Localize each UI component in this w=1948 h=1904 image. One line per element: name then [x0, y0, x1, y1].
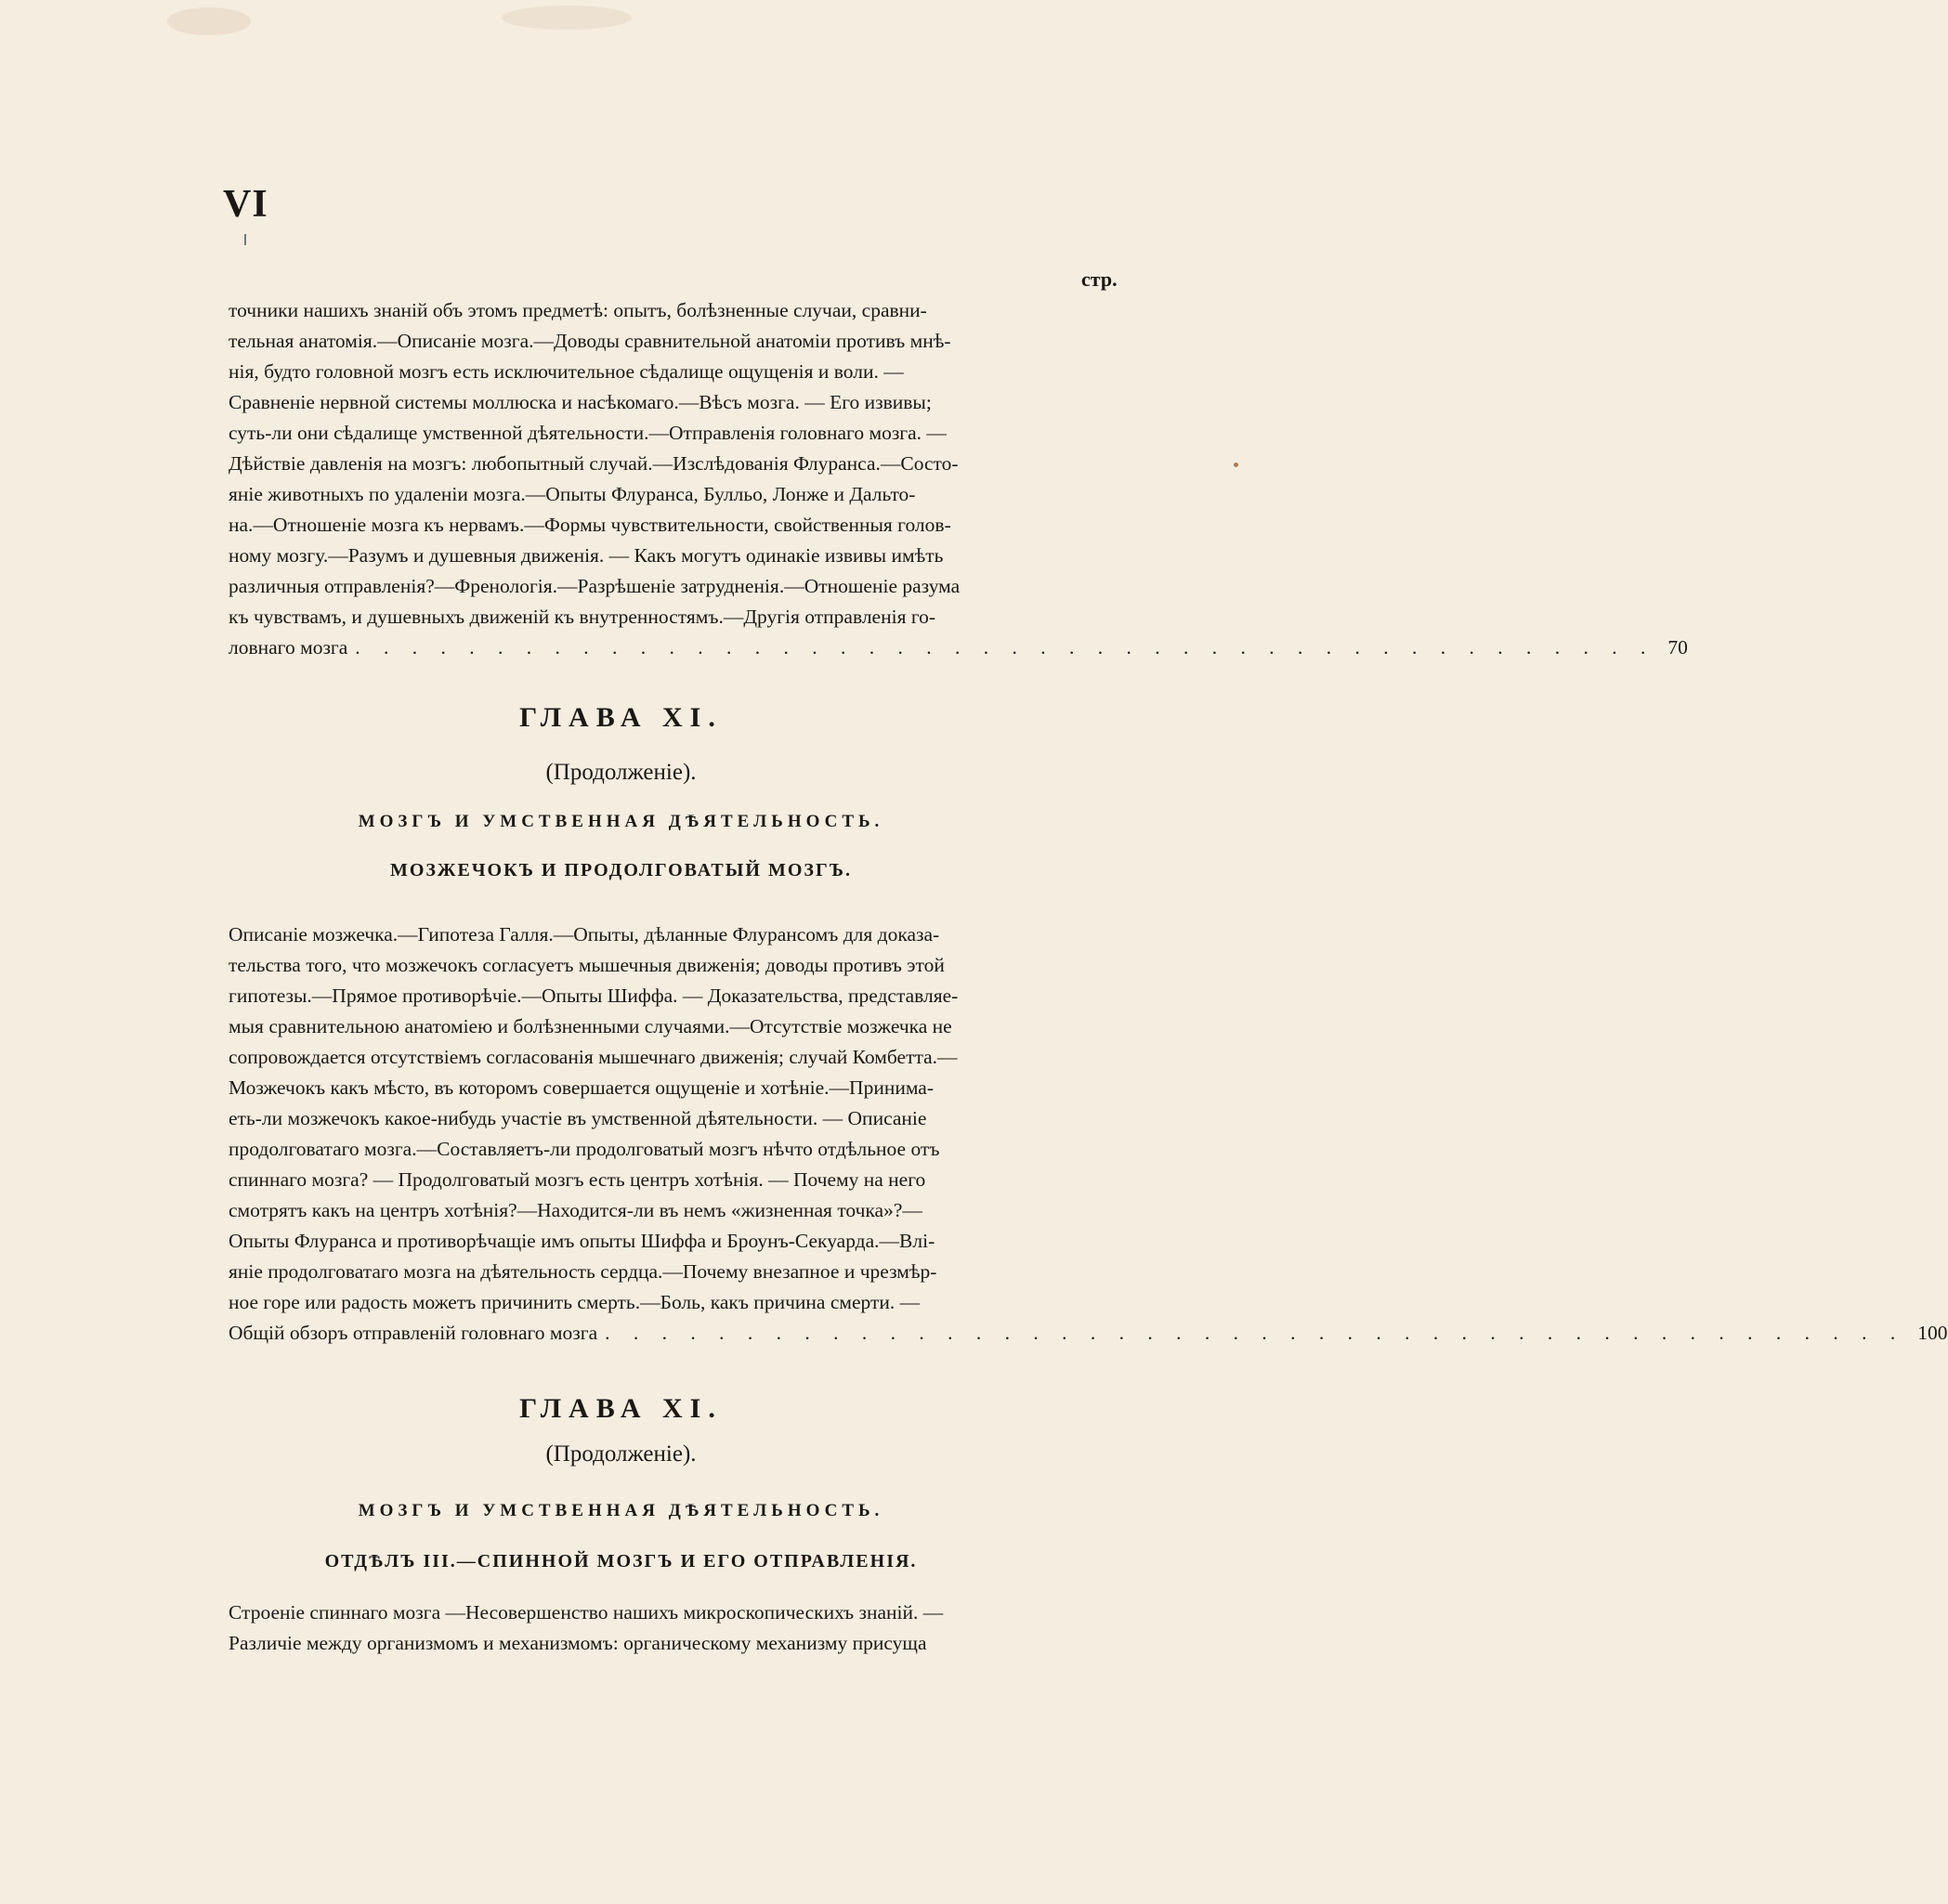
chapter-heading: МОЗГЪ И УМСТВЕННАЯ ДѢЯТЕЛЬНОСТЬ. [358, 812, 884, 831]
page-reference: 70 [1667, 636, 1688, 659]
toc-last-line [229, 632, 1688, 663]
paper-speck [1234, 463, 1238, 467]
toc-line [229, 449, 1083, 479]
toc-line [229, 950, 1083, 981]
chapter-continuation: (Продолженіе). [545, 1441, 697, 1467]
toc-line-text: суть-ли они сѣдалище умственной дѣятельности.—Отправленія головнаго мозга. — [229, 422, 947, 444]
toc-line-text: тельства того, что мозжечокъ согласуетъ мышечныя движенія; доводы противъ этой [229, 954, 945, 976]
chapter-continuation: (Продолженіе). [545, 760, 697, 785]
toc-line-text: ному мозгу.—Разумъ и душевныя движенія. — Какъ могутъ одинакіе извивы имѣть [229, 544, 944, 567]
toc-line [229, 510, 1083, 541]
page-reference: 100 [1917, 1322, 1948, 1344]
toc-line [229, 1195, 1083, 1226]
toc-line-text: различныя отправленія?—Френологія.—Разрѣшеніе затрудненія.—Отношеніе разума [229, 575, 961, 597]
paper-stain [167, 7, 251, 35]
margin-mark [244, 234, 246, 245]
toc-line-text: точники нашихъ знаній объ этомъ предметѣ: опытъ, болѣзненные случаи, сравни- [229, 299, 927, 321]
toc-line-text: тельная анатомія.—Описаніе мозга.—Доводы сравнительной анатоміи противъ мнѣ- [229, 330, 951, 352]
toc-line-text: Различіе между организмомъ и механизмомъ: органическому механизму присуща [229, 1632, 927, 1654]
toc-line [229, 295, 1083, 326]
toc-entry-previous [229, 295, 1688, 663]
toc-line [229, 571, 1083, 602]
toc-line-text: Строеніе спиннаго мозга —Несовершенство нашихъ микроскопическихъ знаній. — [229, 1601, 944, 1624]
chapter-title: ГЛАВА XI. [519, 702, 723, 733]
paper-stain [502, 6, 632, 30]
toc-line-text: спиннаго мозга? — Продолговатый мозгъ есть центръ хотѣнія. — Почему на него [229, 1168, 926, 1191]
toc-line-text: къ чувствамъ, и душевныхъ движеній къ внутренностямъ.—Другія отправленія го- [229, 606, 936, 628]
chapter-section-title: МОЗЖЕЧОКЪ И ПРОДОЛГОВАТЫЙ МОЗГЪ. [390, 860, 852, 880]
toc-line [229, 1103, 1083, 1134]
toc-line [229, 1257, 1083, 1287]
chapter-heading: МОЗГЪ И УМСТВЕННАЯ ДѢЯТЕЛЬНОСТЬ. [358, 1501, 884, 1520]
toc-line [229, 602, 1083, 632]
toc-line-text: ное горе или радость можетъ причинить смерть.—Боль, какъ причина смерти. — [229, 1291, 921, 1313]
toc-entry-chapter1 [229, 919, 1948, 1349]
toc-last-line [229, 1318, 1948, 1349]
chapter-title: ГЛАВА XI. [519, 1393, 723, 1424]
toc-line [229, 1011, 1083, 1042]
toc-line-text: на.—Отношеніе мозга къ нервамъ.—Формы чувствительности, свойственныя голов- [229, 514, 951, 536]
toc-line [229, 981, 1083, 1011]
toc-line [229, 326, 1083, 357]
toc-line-text: нія, будто головной мозгъ есть исключительное сѣдалище ощущенія и воли. — [229, 360, 904, 383]
toc-line-text: Мозжечокъ какъ мѣсто, въ которомъ совершается ощущеніе и хотѣніе.—Принима- [229, 1076, 934, 1099]
toc-line [229, 1287, 1083, 1318]
leader-dots: . . . . . . . . . . . . . . . . . . . . . . . . . . . . . . . . . . . . . . . . . . . . . . [355, 636, 1655, 659]
toc-line [229, 541, 1083, 571]
leader-dots: . . . . . . . . . . . . . . . . . . . . . . . . . . . . . . . . . . . . . . . . . . . . . . [605, 1322, 1905, 1344]
page-number: VI [223, 183, 268, 226]
toc-line-text: яніе продолговатаго мозга на дѣятельность сердца.—Почему внезапное и чрезмѣр- [229, 1260, 937, 1283]
toc-line-text: Опыты Флуранса и противорѣчащіе имъ опыты Шиффа и Броунъ-Секуарда.—Влі- [229, 1230, 935, 1252]
toc-line-text: Сравненіе нервной системы моллюска и насѣкомаго.—Вѣсъ мозга. — Его извивы; [229, 391, 932, 413]
toc-line [229, 1598, 1083, 1628]
toc-line [229, 1165, 1083, 1195]
chapter-section-title: ОТДѢЛЪ III.—СПИННОЙ МОЗГЪ И ЕГО ОТПРАВЛЕНІЯ. [324, 1551, 918, 1571]
toc-line [229, 1628, 1083, 1659]
toc-line [229, 357, 1083, 387]
toc-line-text: еть-ли мозжечокъ какое-нибудь участіе въ умственной дѣятельности. — Описаніе [229, 1107, 927, 1129]
toc-line [229, 479, 1083, 510]
toc-line [229, 387, 1083, 418]
toc-line [229, 1226, 1083, 1257]
toc-line-text: продолговатаго мозга.—Составляетъ-ли продолговатый мозгъ нѣчто отдѣльное отъ [229, 1138, 940, 1160]
page-column-label: стр. [1081, 267, 1118, 291]
toc-line-text: Общій обзоръ отправленій головнаго мозга [229, 1322, 598, 1344]
toc-entry-chapter2 [229, 1598, 1083, 1659]
toc-line [229, 418, 1083, 449]
toc-line-text: мыя сравнительною анатоміею и болѣзненными случаями.—Отсутствіе мозжечка не [229, 1015, 952, 1037]
toc-line-text: Дѣйствіе давленія на мозгъ: любопытный случай.—Изслѣдованія Флуранса.—Состо- [229, 452, 959, 475]
toc-line [229, 1042, 1083, 1073]
toc-line-text: смотрятъ какъ на центръ хотѣнія?—Находится-ли въ немъ «жизненная точка»?— [229, 1199, 922, 1221]
toc-line [229, 1134, 1083, 1165]
toc-line-text: Описаніе мозжечка.—Гипотеза Галля.—Опыты, дѣланные Флурансомъ для доказа- [229, 923, 940, 945]
toc-line-text: яніе животныхъ по удаленіи мозга.—Опыты Флуранса, Булльо, Лонже и Дальто- [229, 483, 916, 505]
toc-line [229, 1073, 1083, 1103]
toc-line-text: гипотезы.—Прямое противорѣчіе.—Опыты Шиффа. — Доказательства, представляе- [229, 985, 959, 1007]
toc-line-text: сопровождается отсутствіемъ согласованія мышечнаго движенія; случай Комбетта.— [229, 1046, 958, 1068]
toc-line [229, 919, 1083, 950]
toc-line-text: ловнаго мозга [229, 636, 348, 659]
